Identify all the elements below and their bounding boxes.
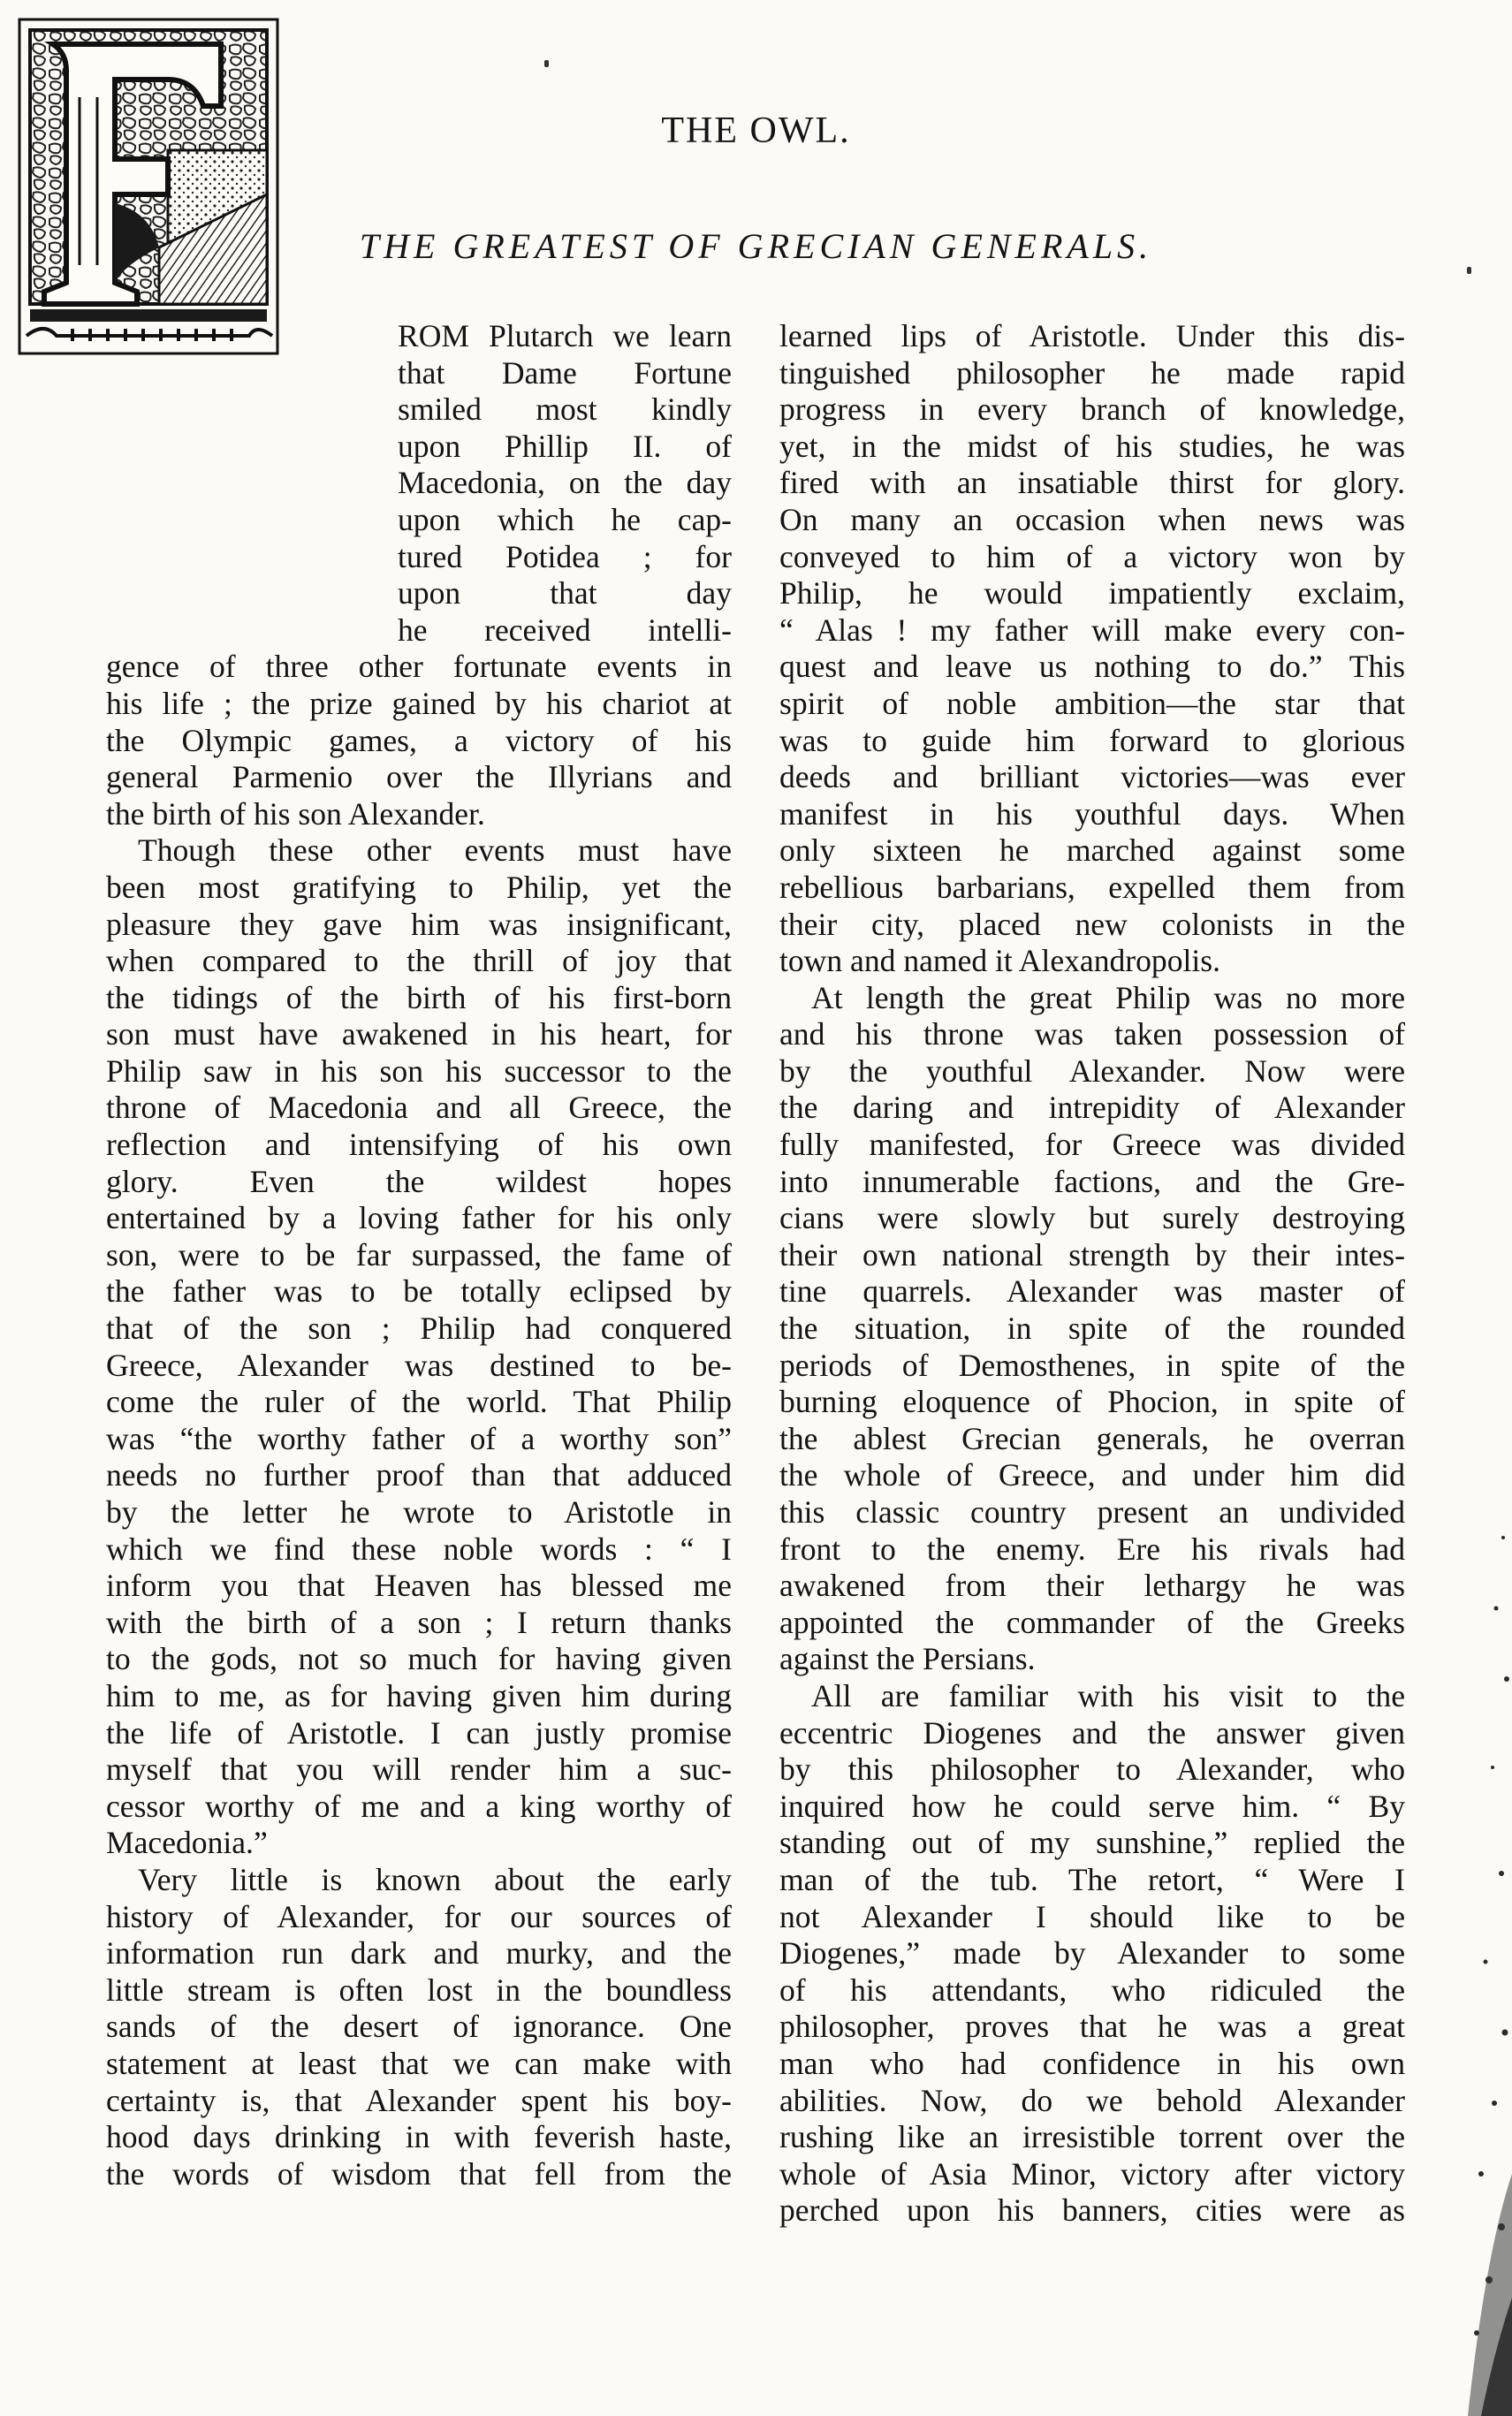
text-line: ROM Plutarch we learn <box>398 318 732 353</box>
text-line: by the youthful Alexander. Now were <box>779 1052 1405 1089</box>
text-line: general Parmenio over the Illyrians and <box>106 759 732 795</box>
text-line: tine quarrels. Alexander was master of <box>779 1273 1405 1310</box>
text-line: Diogenes,” made by Alexander to some <box>779 1935 1405 1972</box>
text-line: rebellious barbarians, expelled them from <box>779 869 1405 905</box>
text-line: tured Potidea ; for <box>398 538 732 574</box>
text-line: not Alexander I should like to be <box>779 1898 1405 1934</box>
text-line: was “the worthy father of a worthy son” <box>106 1420 732 1456</box>
text-line: by this philosopher to Alexander, who <box>779 1751 1405 1788</box>
text-line: burning eloquence of Phocion, in spite of <box>779 1384 1405 1420</box>
page-edge-stain <box>1450 1502 1512 2416</box>
text-line: cians were slowly but surely destroying <box>779 1200 1405 1236</box>
text-line: been most gratifying to Philip, yet the <box>106 869 732 905</box>
left-column <box>106 318 732 2192</box>
text-line: hood days drinking in with feverish haste, <box>106 2119 732 2155</box>
text-line: glory. Even the wildest hopes <box>106 1163 732 1199</box>
text-line: Philip saw in his son his successor to the <box>106 1052 732 1089</box>
text-line: the life of Aristotle. I can justly promise <box>106 1714 732 1751</box>
text-line: by the letter he wrote to Aristotle in <box>106 1494 732 1530</box>
text-line: periods of Demosthenes, in spite of the <box>779 1347 1405 1383</box>
ornamental-drop-cap <box>18 18 279 355</box>
text-line: him to me, as for having given him during <box>106 1677 732 1713</box>
text-line: entertained by a loving father for his only <box>106 1200 732 1236</box>
text-line: the Olympic games, a victory of his <box>106 722 732 758</box>
text-line: against the Persians. <box>779 1641 1036 1677</box>
text-line: manifest in his youthful days. When <box>779 795 1405 832</box>
text-line: awakened from their lethargy he was <box>779 1568 1405 1604</box>
text-line: their city, placed new colonists in the <box>779 906 1405 942</box>
text-line: spirit of noble ambition—the star that <box>779 685 1405 721</box>
text-line: smiled most kindly <box>398 391 732 428</box>
running-title: THE OWL. <box>661 110 851 151</box>
text-line: Macedonia.” <box>106 1825 268 1861</box>
text-line: Very little is known about the early <box>138 1861 732 1897</box>
article-title: THE GREATEST OF GRECIAN GENERALS. <box>359 226 1153 266</box>
text-line: At length the great Philip was no more <box>811 979 1405 1015</box>
text-line: the daring and intrepidity of Alexander <box>779 1090 1405 1126</box>
text-line: the tidings of the birth of his first-born <box>106 979 732 1015</box>
text-line: the birth of his son Alexander. <box>106 795 485 832</box>
text-line: “ Alas ! my father will make every con- <box>779 612 1405 648</box>
text-line: their own national strength by their intes- <box>779 1236 1405 1273</box>
text-line: statement at least that we can make with <box>106 2045 732 2081</box>
text-line: tinguished philosopher he made rapid <box>779 354 1405 391</box>
text-line: philosopher, proves that he was a great <box>779 2009 1405 2045</box>
text-line: information run dark and murky, and the <box>106 1935 732 1972</box>
text-line: cessor worthy of me and a king worthy of <box>106 1788 732 1824</box>
text-line: Philip, he would impatiently exclaim, <box>779 575 1405 612</box>
text-line: gence of three other fortunate events in <box>106 649 732 685</box>
text-line: needs no further proof than that adduced <box>106 1457 732 1493</box>
text-line: that of the son ; Philip had conquered <box>106 1311 732 1347</box>
text-line: history of Alexander, for our sources of <box>106 1898 732 1934</box>
text-line: sands of the desert of ignorance. One <box>106 2009 732 2045</box>
text-line: which we find these noble words : “ I <box>106 1531 732 1567</box>
text-line: Macedonia, on the day <box>398 465 732 501</box>
text-line: upon Phillip II. of <box>398 428 732 464</box>
text-line: only sixteen he marched against some <box>779 832 1405 869</box>
text-line: quest and leave us nothing to do.” This <box>779 649 1405 685</box>
text-line: town and named it Alexandropolis. <box>779 943 1220 979</box>
text-line: upon which he cap- <box>398 501 732 537</box>
text-line: fired with an insatiable thirst for glory. <box>779 465 1405 501</box>
text-line: throne of Macedonia and all Greece, the <box>106 1090 732 1126</box>
text-line: this classic country present an undivided <box>779 1494 1405 1530</box>
text-line: the situation, in spite of the rounded <box>779 1311 1405 1347</box>
text-line: On many an occasion when news was <box>779 501 1405 537</box>
text-line: the father was to be totally eclipsed by <box>106 1273 732 1310</box>
text-line: Though these other events must have <box>138 832 732 869</box>
text-line: whole of Asia Minor, victory after victory <box>779 2155 1405 2192</box>
text-line: was to guide him forward to glorious <box>779 722 1405 758</box>
text-line: eccentric Diogenes and the answer given <box>779 1714 1405 1751</box>
text-line: deeds and brilliant victories—was ever <box>779 759 1405 795</box>
text-line: reflection and intensifying of his own <box>106 1127 732 1163</box>
text-line: learned lips of Aristotle. Under this dis- <box>779 318 1405 353</box>
text-line: and his throne was taken possession of <box>779 1016 1405 1052</box>
text-line: Greece, Alexander was destined to be- <box>106 1347 732 1383</box>
text-line: come the ruler of the world. That Philip <box>106 1384 732 1420</box>
text-line: man who had confidence in his own <box>779 2045 1405 2081</box>
text-line: yet, in the midst of his studies, he was <box>779 428 1405 464</box>
text-line: appointed the commander of the Greeks <box>779 1604 1405 1640</box>
text-line: that Dame Fortune <box>398 354 732 391</box>
text-line: the words of wisdom that fell from the <box>106 2155 732 2192</box>
text-line: myself that you will render him a suc- <box>106 1751 732 1788</box>
text-line: the whole of Greece, and under him did <box>779 1457 1405 1493</box>
text-line: with the birth of a son ; I return thanks <box>106 1604 732 1640</box>
text-line: to the gods, not so much for having given <box>106 1641 732 1677</box>
text-line: fully manifested, for Greece was divided <box>779 1127 1405 1163</box>
text-line: progress in every branch of knowledge, <box>779 391 1405 428</box>
text-line: upon that day <box>398 575 732 612</box>
print-speck <box>544 60 549 67</box>
text-line: of his attendants, who ridiculed the <box>779 1972 1405 2008</box>
text-line: the ablest Grecian generals, he overran <box>779 1420 1405 1456</box>
text-line: standing out of my sunshine,” replied the <box>779 1825 1405 1861</box>
text-line: pleasure they gave him was insignificant, <box>106 906 732 942</box>
text-line: into innumerable factions, and the Gre- <box>779 1163 1405 1199</box>
text-line: perched upon his banners, cities were as <box>779 2192 1405 2229</box>
text-line: inform you that Heaven has blessed me <box>106 1568 732 1604</box>
text-line: front to the enemy. Ere his rivals had <box>779 1531 1405 1567</box>
text-line: son must have awakened in his heart, for <box>106 1016 732 1052</box>
text-line: inquired how he could serve him. “ By <box>779 1788 1405 1824</box>
text-line: his life ; the prize gained by his chariot at <box>106 685 732 721</box>
text-line: abilities. Now, do we behold Alexander <box>779 2082 1405 2118</box>
text-line: little stream is often lost in the boundless <box>106 1972 732 2008</box>
text-line: All are familiar with his visit to the <box>811 1677 1405 1713</box>
text-line: son, were to be far surpassed, the fame of <box>106 1236 732 1273</box>
text-line: he received intelli- <box>398 612 732 648</box>
text-line: man of the tub. The retort, “ Were I <box>779 1861 1405 1897</box>
text-line: conveyed to him of a victory won by <box>779 538 1405 574</box>
text-line: certainty is, that Alexander spent his boy- <box>106 2082 732 2118</box>
right-column <box>779 318 1405 2230</box>
print-speck <box>1467 267 1471 274</box>
text-line: when compared to the thrill of joy that <box>106 943 732 979</box>
text-line: rushing like an irresistible torrent over the <box>779 2119 1405 2155</box>
